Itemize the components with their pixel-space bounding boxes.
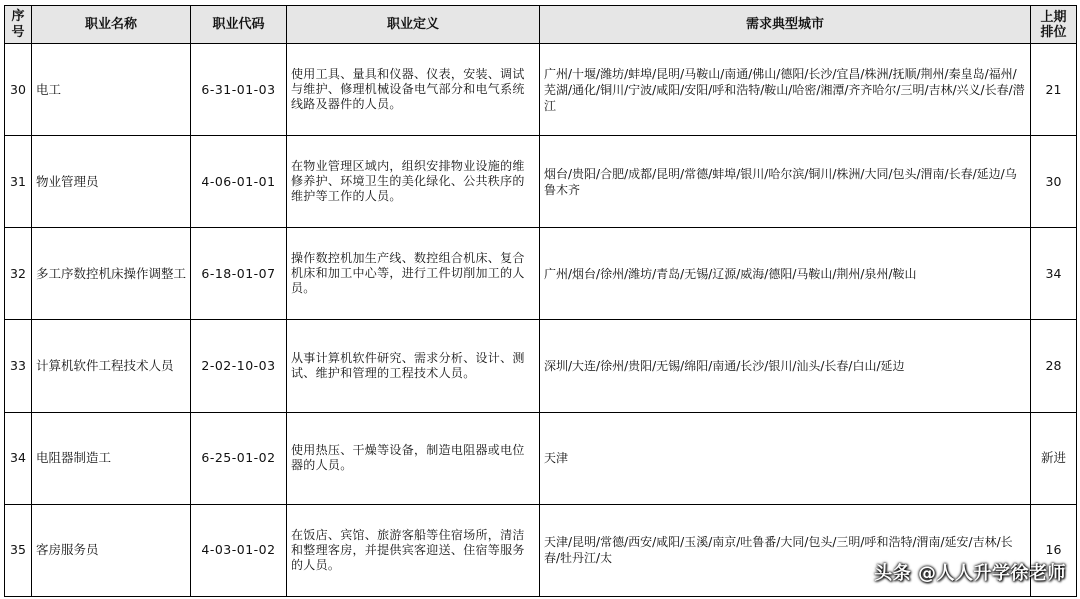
table-row xyxy=(5,412,1077,504)
cell-no: 35 xyxy=(5,504,32,596)
cell-code: 6-18-01-07 xyxy=(191,228,287,320)
cell-code: 4-06-01-01 xyxy=(191,136,287,228)
cell-name: 电阻器制造工 xyxy=(32,412,191,504)
cell-cities: 天津 xyxy=(540,412,1031,504)
cell-definition: 操作数控机加生产线、数控组合机床、复合机床和加工中心等，进行工件切削加工的人员。 xyxy=(287,228,540,320)
cell-cities: 广州/十堰/潍坊/蚌埠/昆明/马鞍山/南通/佛山/德阳/长沙/宜昌/株洲/抚顺/荆州/秦皇岛/福州/芜湖/通化/铜川/宁波/咸阳/安阳/呼和浩特/鞍山/哈密/湘潭/齐齐哈尔/三明/吉林/兴义/长春/潜江 xyxy=(540,44,1031,136)
cell-definition: 在饭店、宾馆、旅游客船等住宿场所，清洁和整理客房，并提供宾客迎送、住宿等服务的人员。 xyxy=(287,504,540,596)
cell-cities: 天津/昆明/常德/西安/咸阳/玉溪/南京/吐鲁番/大同/包头/三明/呼和浩特/渭南/延安/吉林/长春/牡丹江/太 xyxy=(540,504,1031,596)
cell-no: 32 xyxy=(5,228,32,320)
table-row xyxy=(5,228,1077,320)
cell-rank: 30 xyxy=(1031,136,1077,228)
cell-rank: 28 xyxy=(1031,320,1077,412)
cell-rank: 新进 xyxy=(1031,412,1077,504)
cell-definition: 从事计算机软件研究、需求分析、设计、测试、维护和管理的工程技术人员。 xyxy=(287,320,540,412)
cell-definition: 使用热压、干燥等设备，制造电阻器或电位器的人员。 xyxy=(287,412,540,504)
cell-code: 6-25-01-02 xyxy=(191,412,287,504)
watermark: 头条 @人人升学徐老师 xyxy=(874,563,1066,584)
cell-code: 2-02-10-03 xyxy=(191,320,287,412)
cell-no: 33 xyxy=(5,320,32,412)
cell-cities: 烟台/贵阳/合肥/成都/昆明/常德/蚌埠/银川/哈尔滨/铜川/株洲/大同/包头/渭南/长春/延边/乌鲁木齐 xyxy=(540,136,1031,228)
header-rank: 上期排位 xyxy=(1031,6,1077,44)
table-header-row xyxy=(5,6,1077,44)
cell-no: 31 xyxy=(5,136,32,228)
cell-code: 4-03-01-02 xyxy=(191,504,287,596)
header-no: 序号 xyxy=(5,6,32,44)
header-cities: 需求典型城市 xyxy=(540,6,1031,44)
cell-name: 计算机软件工程技术人员 xyxy=(32,320,191,412)
cell-name: 物业管理员 xyxy=(32,136,191,228)
cell-definition: 使用工具、量具和仪器、仪表，安装、调试与维护、修理机械设备电气部分和电气系统线路及器件的人员。 xyxy=(287,44,540,136)
cell-name: 多工序数控机床操作调整工 xyxy=(32,228,191,320)
header-definition: 职业定义 xyxy=(287,6,540,44)
cell-no: 34 xyxy=(5,412,32,504)
table-row xyxy=(5,320,1077,412)
cell-definition: 在物业管理区域内，组织安排物业设施的维修养护、环境卫生的美化绿化、公共秩序的维护等工作的人员。 xyxy=(287,136,540,228)
cell-name: 客房服务员 xyxy=(32,504,191,596)
occupation-table xyxy=(4,5,1077,597)
cell-no: 30 xyxy=(5,44,32,136)
cell-cities: 广州/烟台/徐州/潍坊/青岛/无锡/辽源/威海/德阳/马鞍山/荆州/泉州/鞍山 xyxy=(540,228,1031,320)
cell-rank: 16 xyxy=(1031,504,1077,596)
table-row xyxy=(5,136,1077,228)
header-name: 职业名称 xyxy=(32,6,191,44)
cell-code: 6-31-01-03 xyxy=(191,44,287,136)
table-row xyxy=(5,44,1077,136)
header-code: 职业代码 xyxy=(191,6,287,44)
cell-rank: 21 xyxy=(1031,44,1077,136)
cell-name: 电工 xyxy=(32,44,191,136)
cell-cities: 深圳/大连/徐州/贵阳/无锡/绵阳/南通/长沙/银川/汕头/长春/白山/延边 xyxy=(540,320,1031,412)
cell-rank: 34 xyxy=(1031,228,1077,320)
